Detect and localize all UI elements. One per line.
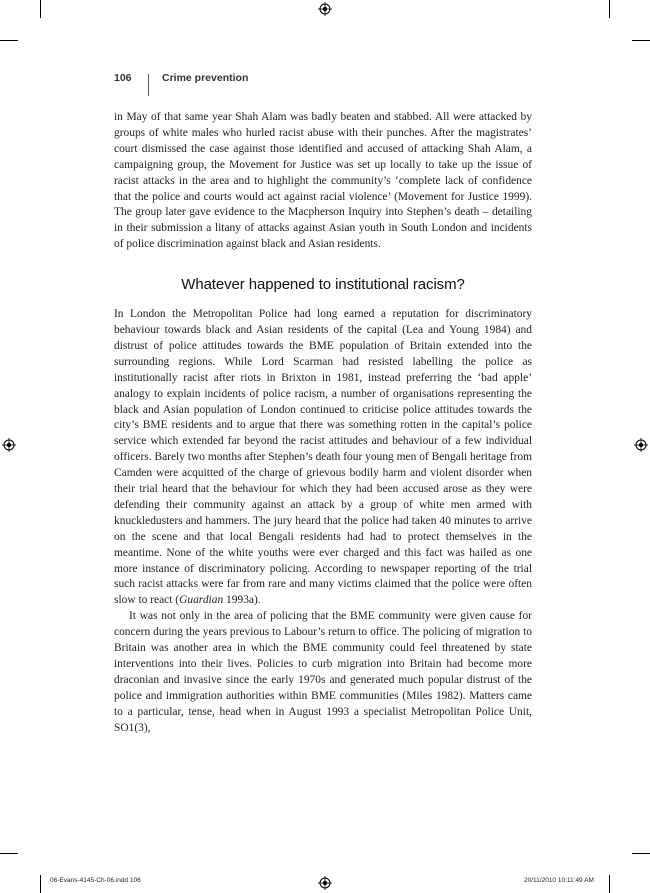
page-number: 106: [114, 72, 132, 84]
registration-mark-icon: [318, 2, 332, 16]
citation-year: 1993a).: [223, 594, 261, 607]
citation-guardian: Guardian: [179, 594, 224, 607]
crop-mark: [40, 0, 41, 18]
paragraph-policing: [114, 307, 532, 609]
registration-mark-icon: [2, 438, 16, 452]
crop-mark: [0, 853, 18, 854]
crop-mark: [632, 40, 650, 41]
crop-mark: [632, 853, 650, 854]
crop-mark: [609, 875, 610, 893]
running-head-title: Crime prevention: [162, 72, 249, 84]
slug-datetime: 20/11/2010 10:11:49 AM: [524, 877, 594, 884]
slug-filename: 06-Evans-4145-Ch-06.indd 106: [50, 877, 141, 884]
crop-mark: [609, 0, 610, 18]
running-header: [114, 72, 534, 96]
section-heading: Whatever happened to institutional racism?: [181, 276, 465, 294]
registration-mark-icon: [634, 438, 648, 452]
header-divider: [148, 74, 149, 96]
crop-mark: [40, 875, 41, 893]
crop-mark: [0, 40, 18, 41]
paragraph-continued: in May of that same year Shah Alam was badly beaten and stabbed. All were attacked by groups of white males who hurled racist abuse with their punches. After the magistrates’ court dismissed the case against those identified and accused of attacking Shah Alam, a campaigning group, the Movement for Justice was set up locally to take up the issue of racist attacks in the area and to highlight the community’s ‘complete lack of confidence that the police and courts would act against racial violence’ (Movement for Justice 1999). The group later gave evidence to the Macpherson Inquiry into Stephen’s death – detailing in their submission a litany of attacks against Asian youth in South London and incidents of police discrimination against black and Asian residents.: [114, 111, 532, 251]
registration-mark-icon: [318, 876, 332, 890]
paragraph-policing-text: In London the Metropolitan Police had long earned a reputation for discriminatory behaviour towards black and Asian residents of the capital (Lea and Young 1984) and distrust of police attitudes towards the BME population of Britain extended into the surrounding regions. While Lord Scarman had resisted labelling the police as institutionally racist after riots in Brixton in 1981, instead preferring the ‘bad apple’ analogy to explain incidents of police racism, a number of organisations representing the black and Asian population of London continued to criticise police attitudes towards the city’s BME residents and to argue that there was something rotten in the capital’s police service which extended far beyond the racist attitudes and behaviour of a few individual officers. Barely two months after Stephen’s death four young men of Bengali heritage from Camden were acquitted of the charge of grievous bodily harm and violent disorder when their trial heard that the behaviour for which they had been accused arose as they were defending their community against an attack by a group of white men armed with knuckledusters and hammers. The jury heard that the police had taken 40 minutes to arrive on the scene and that local Bengali residents had had to protect themselves in the meantime. None of the white youths were ever charged and this fact was hailed as one more instance of discriminatory policing. According to newspaper reporting of the trial such racist attacks were far from rare and many victims claimed that the police were often slow to react (: [114, 308, 532, 607]
body-text: [114, 110, 532, 737]
paragraph-migration: It was not only in the area of policing that the BME community were given cause for concern during the years previous to Labour’s return to office. The policing of migration to Britain was another area in which the BME community could feel threatened by state interventions into their lives. Policies to curb migration into Britain had become more draconian and invasive since the early 1970s and generated much popular distrust of the police and immigration authorities within BME communities (Miles 1982). Matters came to a particular, tense, head when in August 1993 a specialist Metropolitan Police Unit, SO1(3),: [114, 610, 532, 734]
